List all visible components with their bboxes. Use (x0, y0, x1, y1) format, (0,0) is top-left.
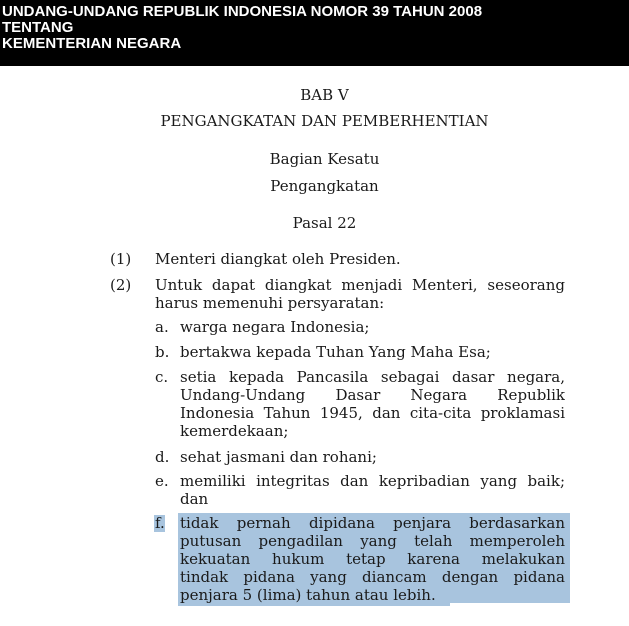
requirement-f-line[interactable]: putusan pengadilan yang telah memperoleh (180, 532, 565, 550)
requirement-a-text: warga negara Indonesia; (180, 318, 370, 336)
requirement-a-letter: a. (155, 318, 169, 336)
requirement-c-line: setia kepada Pancasila sebagai dasar negara, (180, 368, 565, 386)
requirement-f-line[interactable]: kekuatan hukum tetap karena melakukan (180, 550, 565, 568)
requirement-f-line[interactable]: tindak pidana yang diancam dengan pidana (180, 568, 565, 586)
paragraph-2-line: harus memenuhi persyaratan: (155, 294, 385, 312)
chapter-title: PENGANGKATAN DAN PEMBERHENTIAN (160, 112, 489, 130)
requirement-f-line[interactable]: tidak pernah dipidana penjara berdasarkan (180, 514, 565, 532)
document-title-banner (0, 0, 629, 66)
law-subject: KEMENTERIAN NEGARA (2, 35, 182, 52)
requirement-b-text: bertakwa kepada Tuhan Yang Maha Esa; (180, 343, 491, 361)
paragraph-2-number: (2) (110, 276, 132, 294)
requirement-d-text: sehat jasmani dan rohani; (180, 448, 377, 466)
requirement-c-line: Indonesia Tahun 1945, dan cita-cita proklamasi (180, 404, 565, 422)
paragraph-1-number: (1) (110, 250, 132, 268)
requirement-b-letter: b. (155, 343, 170, 361)
requirement-f-letter[interactable]: f. (155, 514, 165, 532)
requirement-f-line[interactable]: penjara 5 (lima) tahun atau lebih. (180, 586, 436, 604)
requirement-d-letter: d. (155, 448, 170, 466)
part-title: Pengangkatan (270, 177, 379, 195)
paragraph-2-line: Untuk dapat diangkat menjadi Menteri, seseorang (155, 276, 565, 294)
part-number: Bagian Kesatu (269, 150, 380, 168)
requirement-e-line: memiliki integritas dan kepribadian yang baik; (180, 472, 565, 490)
requirement-e-line: dan (180, 490, 209, 508)
requirement-e-letter: e. (155, 472, 169, 490)
law-title: UNDANG-UNDANG REPUBLIK INDONESIA NOMOR 39 TAHUN 2008 (2, 3, 483, 20)
requirement-c-letter: c. (155, 368, 169, 386)
paragraph-1-text: Menteri diangkat oleh Presiden. (155, 250, 401, 268)
article-number: Pasal 22 (292, 214, 357, 232)
chapter-number: BAB V (300, 86, 349, 104)
requirement-c-line: Undang-Undang Dasar Negara Republik (180, 386, 565, 404)
requirement-c-line: kemerdekaan; (180, 422, 289, 440)
document-body (0, 66, 629, 626)
law-title-connector: TENTANG (2, 19, 74, 36)
